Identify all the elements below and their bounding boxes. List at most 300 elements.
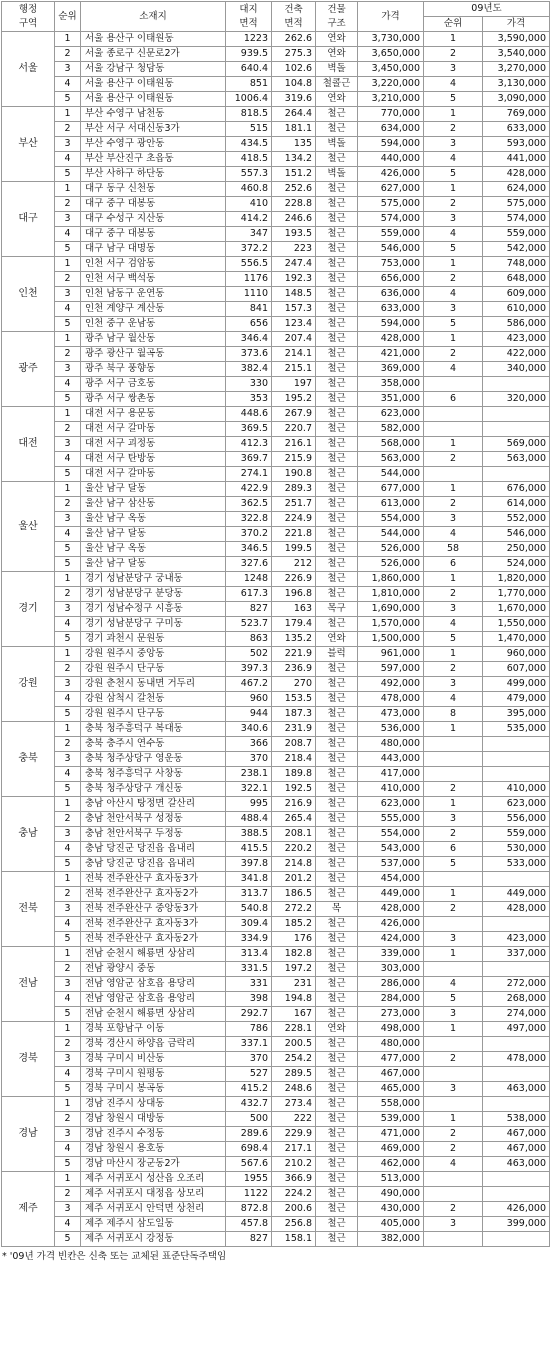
cell-2009-price: 1,770,000 xyxy=(483,587,550,602)
cell-2009-rank: 2 xyxy=(424,452,483,467)
cell-2009-rank xyxy=(424,377,483,392)
cell-2009-rank: 1 xyxy=(424,722,483,737)
cell-structure: 철근 xyxy=(316,197,358,212)
cell-land-area: 327.6 xyxy=(226,557,272,572)
cell-price: 636,000 xyxy=(358,287,424,302)
cell-2009-price: 423,000 xyxy=(483,932,550,947)
table-row xyxy=(2,1067,550,1082)
cell-structure: 철근 xyxy=(316,662,358,677)
cell-2009-price: 575,000 xyxy=(483,197,550,212)
cell-structure: 철근 xyxy=(316,422,358,437)
cell-2009-rank: 2 xyxy=(424,1052,483,1067)
cell-2009-price xyxy=(483,1172,550,1187)
cell-price: 568,000 xyxy=(358,437,424,452)
cell-price: 498,000 xyxy=(358,1022,424,1037)
cell-address: 대전 서구 갈마동 xyxy=(81,422,226,437)
cell-address: 충북 청주상당구 개신동 xyxy=(81,782,226,797)
cell-land-area: 960 xyxy=(226,692,272,707)
cell-structure: 철콜근 xyxy=(316,77,358,92)
cell-address: 서울 종로구 신문로2가 xyxy=(81,47,226,62)
table-row xyxy=(2,722,550,737)
cell-price: 575,000 xyxy=(358,197,424,212)
cell-address: 경기 성남수정구 시흥동 xyxy=(81,602,226,617)
table-row xyxy=(2,782,550,797)
cell-land-area: 698.4 xyxy=(226,1142,272,1157)
cell-rank: 4 xyxy=(55,377,81,392)
cell-rank: 3 xyxy=(55,437,81,452)
cell-structure: 철근 xyxy=(316,242,358,257)
cell-price: 440,000 xyxy=(358,152,424,167)
cell-address: 경남 마산시 장군동2가 xyxy=(81,1157,226,1172)
cell-2009-rank: 1 xyxy=(424,1112,483,1127)
cell-structure: 철근 xyxy=(316,407,358,422)
cell-land-area: 238.1 xyxy=(226,767,272,782)
table-row xyxy=(2,1202,550,1217)
table-row xyxy=(2,947,550,962)
cell-building-area: 210.2 xyxy=(272,1157,316,1172)
cell-structure: 철근 xyxy=(316,1007,358,1022)
cell-2009-rank: 2 xyxy=(424,782,483,797)
cell-2009-price: 3,130,000 xyxy=(483,77,550,92)
cell-2009-price: 609,000 xyxy=(483,287,550,302)
cell-building-area: 224.9 xyxy=(272,512,316,527)
cell-land-area: 415.2 xyxy=(226,1082,272,1097)
cell-price: 405,000 xyxy=(358,1217,424,1232)
cell-rank: 5 xyxy=(55,632,81,647)
cell-address: 전북 전주완산구 효자동3가 xyxy=(81,872,226,887)
cell-2009-rank: 2 xyxy=(424,497,483,512)
cell-structure: 철근 xyxy=(316,527,358,542)
cell-2009-price xyxy=(483,467,550,482)
cell-price: 443,000 xyxy=(358,752,424,767)
cell-2009-price xyxy=(483,407,550,422)
cell-address: 부산 사하구 하단동 xyxy=(81,167,226,182)
cell-price: 469,000 xyxy=(358,1142,424,1157)
table-row xyxy=(2,437,550,452)
cell-address: 인천 계양구 계산동 xyxy=(81,302,226,317)
table-row xyxy=(2,497,550,512)
cell-price: 480,000 xyxy=(358,1037,424,1052)
table-row xyxy=(2,92,550,107)
cell-region: 경기 xyxy=(2,572,55,647)
cell-structure: 철근 xyxy=(316,767,358,782)
table-row xyxy=(2,677,550,692)
cell-building-area: 214.8 xyxy=(272,857,316,872)
cell-address: 경남 진주시 수정동 xyxy=(81,1127,226,1142)
cell-price: 3,210,000 xyxy=(358,92,424,107)
cell-price: 369,000 xyxy=(358,362,424,377)
cell-structure: 철근 xyxy=(316,542,358,557)
cell-2009-price: 479,000 xyxy=(483,692,550,707)
cell-rank: 5 xyxy=(55,1232,81,1247)
cell-land-area: 567.6 xyxy=(226,1157,272,1172)
cell-land-area: 418.5 xyxy=(226,152,272,167)
cell-address: 부산 부산진구 초읍동 xyxy=(81,152,226,167)
cell-price: 410,000 xyxy=(358,782,424,797)
cell-region: 광주 xyxy=(2,332,55,407)
cell-land-area: 1110 xyxy=(226,287,272,302)
cell-price: 558,000 xyxy=(358,1097,424,1112)
table-row xyxy=(2,662,550,677)
cell-price: 467,000 xyxy=(358,1067,424,1082)
cell-building-area: 179.4 xyxy=(272,617,316,632)
cell-2009-rank: 6 xyxy=(424,557,483,572)
cell-2009-rank xyxy=(424,422,483,437)
cell-address: 충북 충주시 연수동 xyxy=(81,737,226,752)
cell-building-area: 366.9 xyxy=(272,1172,316,1187)
cell-2009-rank: 2 xyxy=(424,272,483,287)
cell-address: 경북 구미시 봉곡동 xyxy=(81,1082,226,1097)
table-row xyxy=(2,857,550,872)
cell-2009-price xyxy=(483,1067,550,1082)
cell-rank: 4 xyxy=(55,1217,81,1232)
cell-2009-rank: 2 xyxy=(424,197,483,212)
cell-structure: 벽돌 xyxy=(316,137,358,152)
cell-building-area: 236.9 xyxy=(272,662,316,677)
cell-price: 613,000 xyxy=(358,497,424,512)
cell-address: 충남 아산시 탕정면 갈산리 xyxy=(81,797,226,812)
cell-rank: 2 xyxy=(55,122,81,137)
cell-structure: 철근 xyxy=(316,557,358,572)
cell-address: 광주 광산구 월곡동 xyxy=(81,347,226,362)
cell-building-area: 208.7 xyxy=(272,737,316,752)
cell-2009-price: 497,000 xyxy=(483,1022,550,1037)
cell-structure: 철근 xyxy=(316,122,358,137)
cell-address: 부산 서구 서대신동3가 xyxy=(81,122,226,137)
cell-building-area: 208.1 xyxy=(272,827,316,842)
cell-2009-price: 563,000 xyxy=(483,452,550,467)
cell-address: 인천 남동구 운연동 xyxy=(81,287,226,302)
cell-price: 358,000 xyxy=(358,377,424,392)
cell-structure: 철근 xyxy=(316,1067,358,1082)
cell-2009-rank xyxy=(424,737,483,752)
table-row xyxy=(2,1112,550,1127)
cell-address: 울산 남구 옥동 xyxy=(81,512,226,527)
table-row xyxy=(2,1052,550,1067)
cell-2009-rank: 1 xyxy=(424,32,483,47)
cell-structure: 철근 xyxy=(316,1037,358,1052)
cell-building-area: 267.9 xyxy=(272,407,316,422)
cell-2009-price: 552,000 xyxy=(483,512,550,527)
cell-land-area: 366 xyxy=(226,737,272,752)
table-header xyxy=(2,2,550,32)
header-2009: 09년도 xyxy=(424,2,550,17)
table-row xyxy=(2,377,550,392)
cell-2009-price xyxy=(483,377,550,392)
cell-building-area: 216.1 xyxy=(272,437,316,452)
cell-price: 421,000 xyxy=(358,347,424,362)
cell-2009-price xyxy=(483,737,550,752)
cell-rank: 3 xyxy=(55,902,81,917)
cell-rank: 3 xyxy=(55,752,81,767)
cell-2009-rank: 3 xyxy=(424,137,483,152)
cell-price: 462,000 xyxy=(358,1157,424,1172)
cell-rank: 2 xyxy=(55,422,81,437)
cell-price: 430,000 xyxy=(358,1202,424,1217)
cell-structure: 철근 xyxy=(316,1097,358,1112)
cell-structure: 목구 xyxy=(316,602,358,617)
cell-address: 충남 천안서북구 두정동 xyxy=(81,827,226,842)
table-row xyxy=(2,1022,550,1037)
cell-structure: 연와 xyxy=(316,92,358,107)
cell-2009-rank xyxy=(424,1232,483,1247)
cell-rank: 2 xyxy=(55,1187,81,1202)
cell-building-area: 163 xyxy=(272,602,316,617)
cell-price: 426,000 xyxy=(358,917,424,932)
cell-structure: 철근 xyxy=(316,287,358,302)
cell-2009-rank: 4 xyxy=(424,227,483,242)
cell-land-area: 313.7 xyxy=(226,887,272,902)
cell-structure: 철근 xyxy=(316,812,358,827)
table-row xyxy=(2,407,550,422)
cell-land-area: 500 xyxy=(226,1112,272,1127)
cell-2009-price: 337,000 xyxy=(483,947,550,962)
table-row xyxy=(2,152,550,167)
cell-structure: 철근 xyxy=(316,1202,358,1217)
cell-price: 303,000 xyxy=(358,962,424,977)
cell-2009-price: 676,000 xyxy=(483,482,550,497)
cell-address: 전남 영암군 삼호읍 용앙리 xyxy=(81,992,226,1007)
cell-building-area: 289.5 xyxy=(272,1067,316,1082)
cell-rank: 3 xyxy=(55,827,81,842)
cell-land-area: 656 xyxy=(226,317,272,332)
cell-rank: 5 xyxy=(55,167,81,182)
cell-2009-price: 467,000 xyxy=(483,1142,550,1157)
cell-2009-rank: 1 xyxy=(424,1022,483,1037)
cell-address: 경북 구미시 비산동 xyxy=(81,1052,226,1067)
cell-price: 623,000 xyxy=(358,407,424,422)
cell-land-area: 467.2 xyxy=(226,677,272,692)
cell-structure: 철근 xyxy=(316,227,358,242)
cell-price: 273,000 xyxy=(358,1007,424,1022)
cell-2009-price: 593,000 xyxy=(483,137,550,152)
header-address: 소재지 xyxy=(81,2,226,32)
cell-2009-price: 272,000 xyxy=(483,977,550,992)
cell-structure: 철근 xyxy=(316,362,358,377)
cell-rank: 2 xyxy=(55,497,81,512)
cell-land-area: 341.8 xyxy=(226,872,272,887)
cell-2009-price xyxy=(483,1187,550,1202)
cell-2009-price: 274,000 xyxy=(483,1007,550,1022)
cell-2009-price: 546,000 xyxy=(483,527,550,542)
cell-land-area: 556.5 xyxy=(226,257,272,272)
cell-2009-price: 3,090,000 xyxy=(483,92,550,107)
cell-2009-rank: 4 xyxy=(424,1157,483,1172)
cell-building-area: 182.8 xyxy=(272,947,316,962)
table-row xyxy=(2,227,550,242)
cell-address: 강원 삼척시 갈천동 xyxy=(81,692,226,707)
table-row xyxy=(2,572,550,587)
cell-2009-price: 748,000 xyxy=(483,257,550,272)
cell-price: 473,000 xyxy=(358,707,424,722)
cell-price: 284,000 xyxy=(358,992,424,1007)
cell-building-area: 104.8 xyxy=(272,77,316,92)
cell-2009-price xyxy=(483,767,550,782)
cell-2009-rank: 1 xyxy=(424,887,483,902)
cell-building-area: 270 xyxy=(272,677,316,692)
cell-price: 465,000 xyxy=(358,1082,424,1097)
cell-price: 477,000 xyxy=(358,1052,424,1067)
header-price: 가격 xyxy=(358,2,424,32)
footnote: * '09년 가격 빈칸은 신축 또는 교체된 표준단독주택임 xyxy=(2,1251,227,1262)
cell-structure: 철근 xyxy=(316,347,358,362)
cell-price: 753,000 xyxy=(358,257,424,272)
cell-land-area: 1248 xyxy=(226,572,272,587)
cell-2009-rank: 4 xyxy=(424,77,483,92)
cell-land-area: 1006.4 xyxy=(226,92,272,107)
table-row xyxy=(2,617,550,632)
cell-region: 부산 xyxy=(2,107,55,182)
cell-land-area: 640.4 xyxy=(226,62,272,77)
cell-land-area: 334.9 xyxy=(226,932,272,947)
cell-land-area: 502 xyxy=(226,647,272,662)
table-row xyxy=(2,827,550,842)
cell-land-area: 369.5 xyxy=(226,422,272,437)
table-row xyxy=(2,602,550,617)
cell-land-area: 347 xyxy=(226,227,272,242)
table-body xyxy=(2,32,550,1247)
cell-price: 544,000 xyxy=(358,527,424,542)
table-row xyxy=(2,917,550,932)
cell-building-area: 192.3 xyxy=(272,272,316,287)
cell-building-area: 247.4 xyxy=(272,257,316,272)
cell-building-area: 135.2 xyxy=(272,632,316,647)
cell-price: 1,810,000 xyxy=(358,587,424,602)
cell-2009-price: 538,000 xyxy=(483,1112,550,1127)
cell-address: 경남 창원시 용호동 xyxy=(81,1142,226,1157)
cell-rank: 1 xyxy=(55,647,81,662)
cell-building-area: 207.4 xyxy=(272,332,316,347)
cell-land-area: 995 xyxy=(226,797,272,812)
cell-land-area: 515 xyxy=(226,122,272,137)
cell-region: 대전 xyxy=(2,407,55,482)
cell-price: 382,000 xyxy=(358,1232,424,1247)
cell-land-area: 939.5 xyxy=(226,47,272,62)
cell-land-area: 841 xyxy=(226,302,272,317)
header-2009-rank: 순위 xyxy=(424,17,483,32)
cell-rank: 2 xyxy=(55,1112,81,1127)
cell-building-area: 134.2 xyxy=(272,152,316,167)
cell-price: 478,000 xyxy=(358,692,424,707)
cell-structure: 철근 xyxy=(316,467,358,482)
cell-price: 513,000 xyxy=(358,1172,424,1187)
table-row xyxy=(2,1172,550,1187)
cell-address: 제주 제주시 삼도일동 xyxy=(81,1217,226,1232)
cell-structure: 철근 xyxy=(316,977,358,992)
table-row xyxy=(2,392,550,407)
cell-rank: 5 xyxy=(55,707,81,722)
cell-2009-price xyxy=(483,752,550,767)
cell-2009-rank: 1 xyxy=(424,797,483,812)
cell-address: 전남 광양시 중동 xyxy=(81,962,226,977)
cell-2009-price: 426,000 xyxy=(483,1202,550,1217)
cell-2009-rank xyxy=(424,917,483,932)
cell-structure: 철근 xyxy=(316,827,358,842)
table-row xyxy=(2,812,550,827)
cell-2009-price: 614,000 xyxy=(483,497,550,512)
cell-structure: 철근 xyxy=(316,302,358,317)
table-row xyxy=(2,1037,550,1052)
cell-2009-rank: 4 xyxy=(424,152,483,167)
cell-2009-price: 524,000 xyxy=(483,557,550,572)
cell-rank: 4 xyxy=(55,1142,81,1157)
cell-building-area: 194.8 xyxy=(272,992,316,1007)
cell-2009-rank xyxy=(424,407,483,422)
cell-building-area: 197 xyxy=(272,377,316,392)
cell-land-area: 362.5 xyxy=(226,497,272,512)
cell-rank: 1 xyxy=(55,722,81,737)
table-row xyxy=(2,1187,550,1202)
cell-2009-price: 535,000 xyxy=(483,722,550,737)
cell-rank: 2 xyxy=(55,962,81,977)
cell-2009-price: 1,550,000 xyxy=(483,617,550,632)
cell-rank: 5 xyxy=(55,932,81,947)
cell-address: 강원 원주시 단구동 xyxy=(81,662,226,677)
table-row xyxy=(2,362,550,377)
cell-address: 전북 전주완산구 중앙동3가 xyxy=(81,902,226,917)
cell-building-area: 158.1 xyxy=(272,1232,316,1247)
cell-address: 경기 과천시 문원동 xyxy=(81,632,226,647)
cell-rank: 4 xyxy=(55,1067,81,1082)
cell-rank: 1 xyxy=(55,947,81,962)
table-row xyxy=(2,467,550,482)
cell-2009-rank: 1 xyxy=(424,572,483,587)
cell-rank: 1 xyxy=(55,572,81,587)
cell-building-area: 265.4 xyxy=(272,812,316,827)
table-row xyxy=(2,287,550,302)
cell-address: 경기 성남분당구 궁내동 xyxy=(81,572,226,587)
cell-building-area: 102.6 xyxy=(272,62,316,77)
cell-price: 3,450,000 xyxy=(358,62,424,77)
cell-price: 677,000 xyxy=(358,482,424,497)
cell-address: 경북 구미시 원평동 xyxy=(81,1067,226,1082)
cell-rank: 4 xyxy=(55,617,81,632)
cell-structure: 철근 xyxy=(316,617,358,632)
cell-address: 경북 포항남구 이동 xyxy=(81,1022,226,1037)
cell-2009-price: 467,000 xyxy=(483,1127,550,1142)
cell-address: 전북 전주완산구 효자동3가 xyxy=(81,917,226,932)
cell-building-area: 190.8 xyxy=(272,467,316,482)
cell-building-area: 176 xyxy=(272,932,316,947)
cell-structure: 철근 xyxy=(316,842,358,857)
cell-structure: 철근 xyxy=(316,917,358,932)
cell-structure: 블럭 xyxy=(316,647,358,662)
cell-rank: 1 xyxy=(55,32,81,47)
cell-price: 536,000 xyxy=(358,722,424,737)
cell-land-area: 369.7 xyxy=(226,452,272,467)
cell-building-area: 254.2 xyxy=(272,1052,316,1067)
cell-structure: 연와 xyxy=(316,1022,358,1037)
cell-address: 제주 서귀포시 대정읍 상모리 xyxy=(81,1187,226,1202)
cell-rank: 3 xyxy=(55,602,81,617)
cell-price: 351,000 xyxy=(358,392,424,407)
cell-2009-price: 648,000 xyxy=(483,272,550,287)
cell-2009-rank: 3 xyxy=(424,1217,483,1232)
cell-building-area: 289.3 xyxy=(272,482,316,497)
cell-structure: 철근 xyxy=(316,1232,358,1247)
cell-2009-price: 463,000 xyxy=(483,1082,550,1097)
cell-2009-rank: 4 xyxy=(424,362,483,377)
cell-2009-price: 3,270,000 xyxy=(483,62,550,77)
cell-rank: 5 xyxy=(55,392,81,407)
cell-price: 417,000 xyxy=(358,767,424,782)
table-row xyxy=(2,302,550,317)
cell-address: 서울 용산구 이태원동 xyxy=(81,92,226,107)
cell-2009-price: 556,000 xyxy=(483,812,550,827)
cell-address: 부산 수영구 광안동 xyxy=(81,137,226,152)
cell-building-area: 217.1 xyxy=(272,1142,316,1157)
cell-address: 대구 남구 대명동 xyxy=(81,242,226,257)
